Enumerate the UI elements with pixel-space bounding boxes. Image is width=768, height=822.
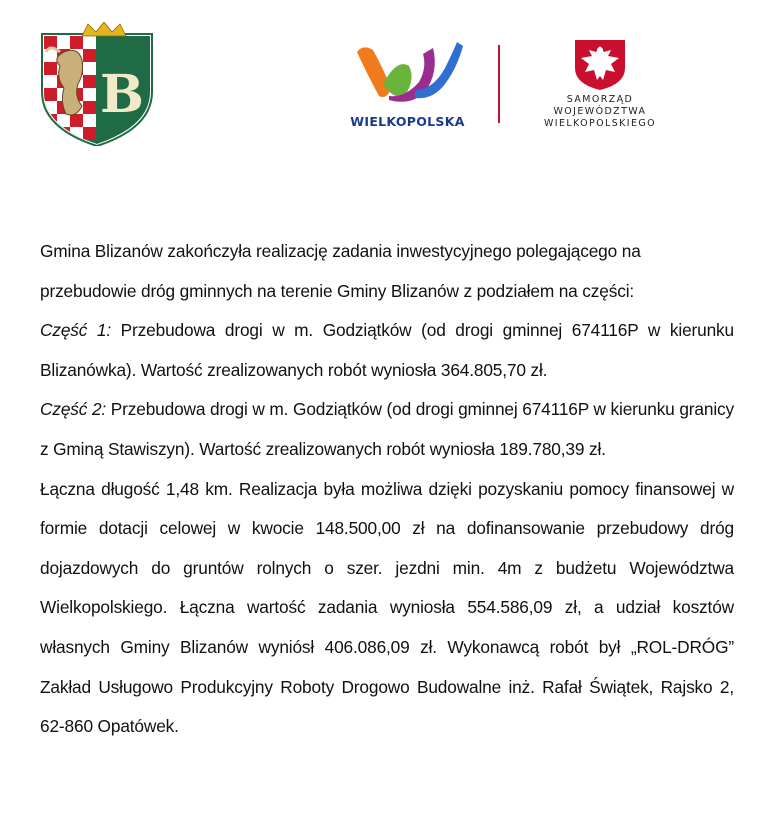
samorzad-line-3: WIELKOPOLSKIEGO: [543, 118, 657, 129]
samorzad-text: [520, 94, 680, 130]
samorzad-line-2: WOJEWÓDZTWA: [553, 106, 647, 117]
logo-text: WIELKOPOLSKA: [350, 114, 465, 129]
blizanow-crest-icon: [38, 22, 156, 146]
wielkopolska-logo: [345, 38, 470, 133]
samorzad-line-1: SAMORZĄD: [566, 94, 634, 105]
part1-text: Przebudowa drogi w m. Godziątków (od drogi gminnej 674116P w kierunku Blizanówka). Wartość zrealizowanych robót wyniosła 364.805,70 zł.: [40, 320, 735, 380]
header: [0, 0, 768, 150]
eagle-emblem-icon: [573, 38, 627, 90]
part2-label: Część 2:: [40, 399, 107, 420]
announcement-body: [40, 232, 734, 747]
wielkopolska-logo-icon: [353, 38, 465, 106]
crest-letter: B: [100, 64, 144, 125]
intro-paragraph: Gmina Blizanów zakończyła realizację zadania inwestycyjnego polegającego na przebudowie dróg gminnych na terenie Gminy Blizanów z podziałem na części:: [40, 241, 641, 301]
summary-paragraph: Łączna długość 1,48 km. Realizacja była możliwa dzięki pozyskaniu pomocy finansowej w formie dotacji celowej w kwocie 148.500,00 zł na dofinansowanie przebudowy dróg dojazdowych do gruntów rolnych o szer. jezdni min. 4m z budżetu Województwa Wielkopolskiego. Łączna wartość zadania wyniosła 554.586,09 zł, a udział kosztów własnych Gminy Blizanów wyniósł 406.086,09 zł. Wykonawcą robót był „ROL-DRÓG” Zakład Usługowo Produkcyjny Roboty Drogowo Budowalne inż. Rafał Świątek, Rajsko 2, 62-860 Opatówek.: [40, 478, 734, 737]
part1-label: Część 1:: [40, 320, 112, 341]
part2-text: Przebudowa drogi w m. Godziątków (od drogi gminnej 674116P w kierunku granicy z Gminą Stawiszyn). Wartość zrealizowanych robót wyniosła 189.780,39 zł.: [40, 399, 734, 459]
part1-paragraph: [40, 311, 734, 390]
logo-divider: [498, 45, 500, 123]
part2-paragraph: [40, 390, 734, 469]
